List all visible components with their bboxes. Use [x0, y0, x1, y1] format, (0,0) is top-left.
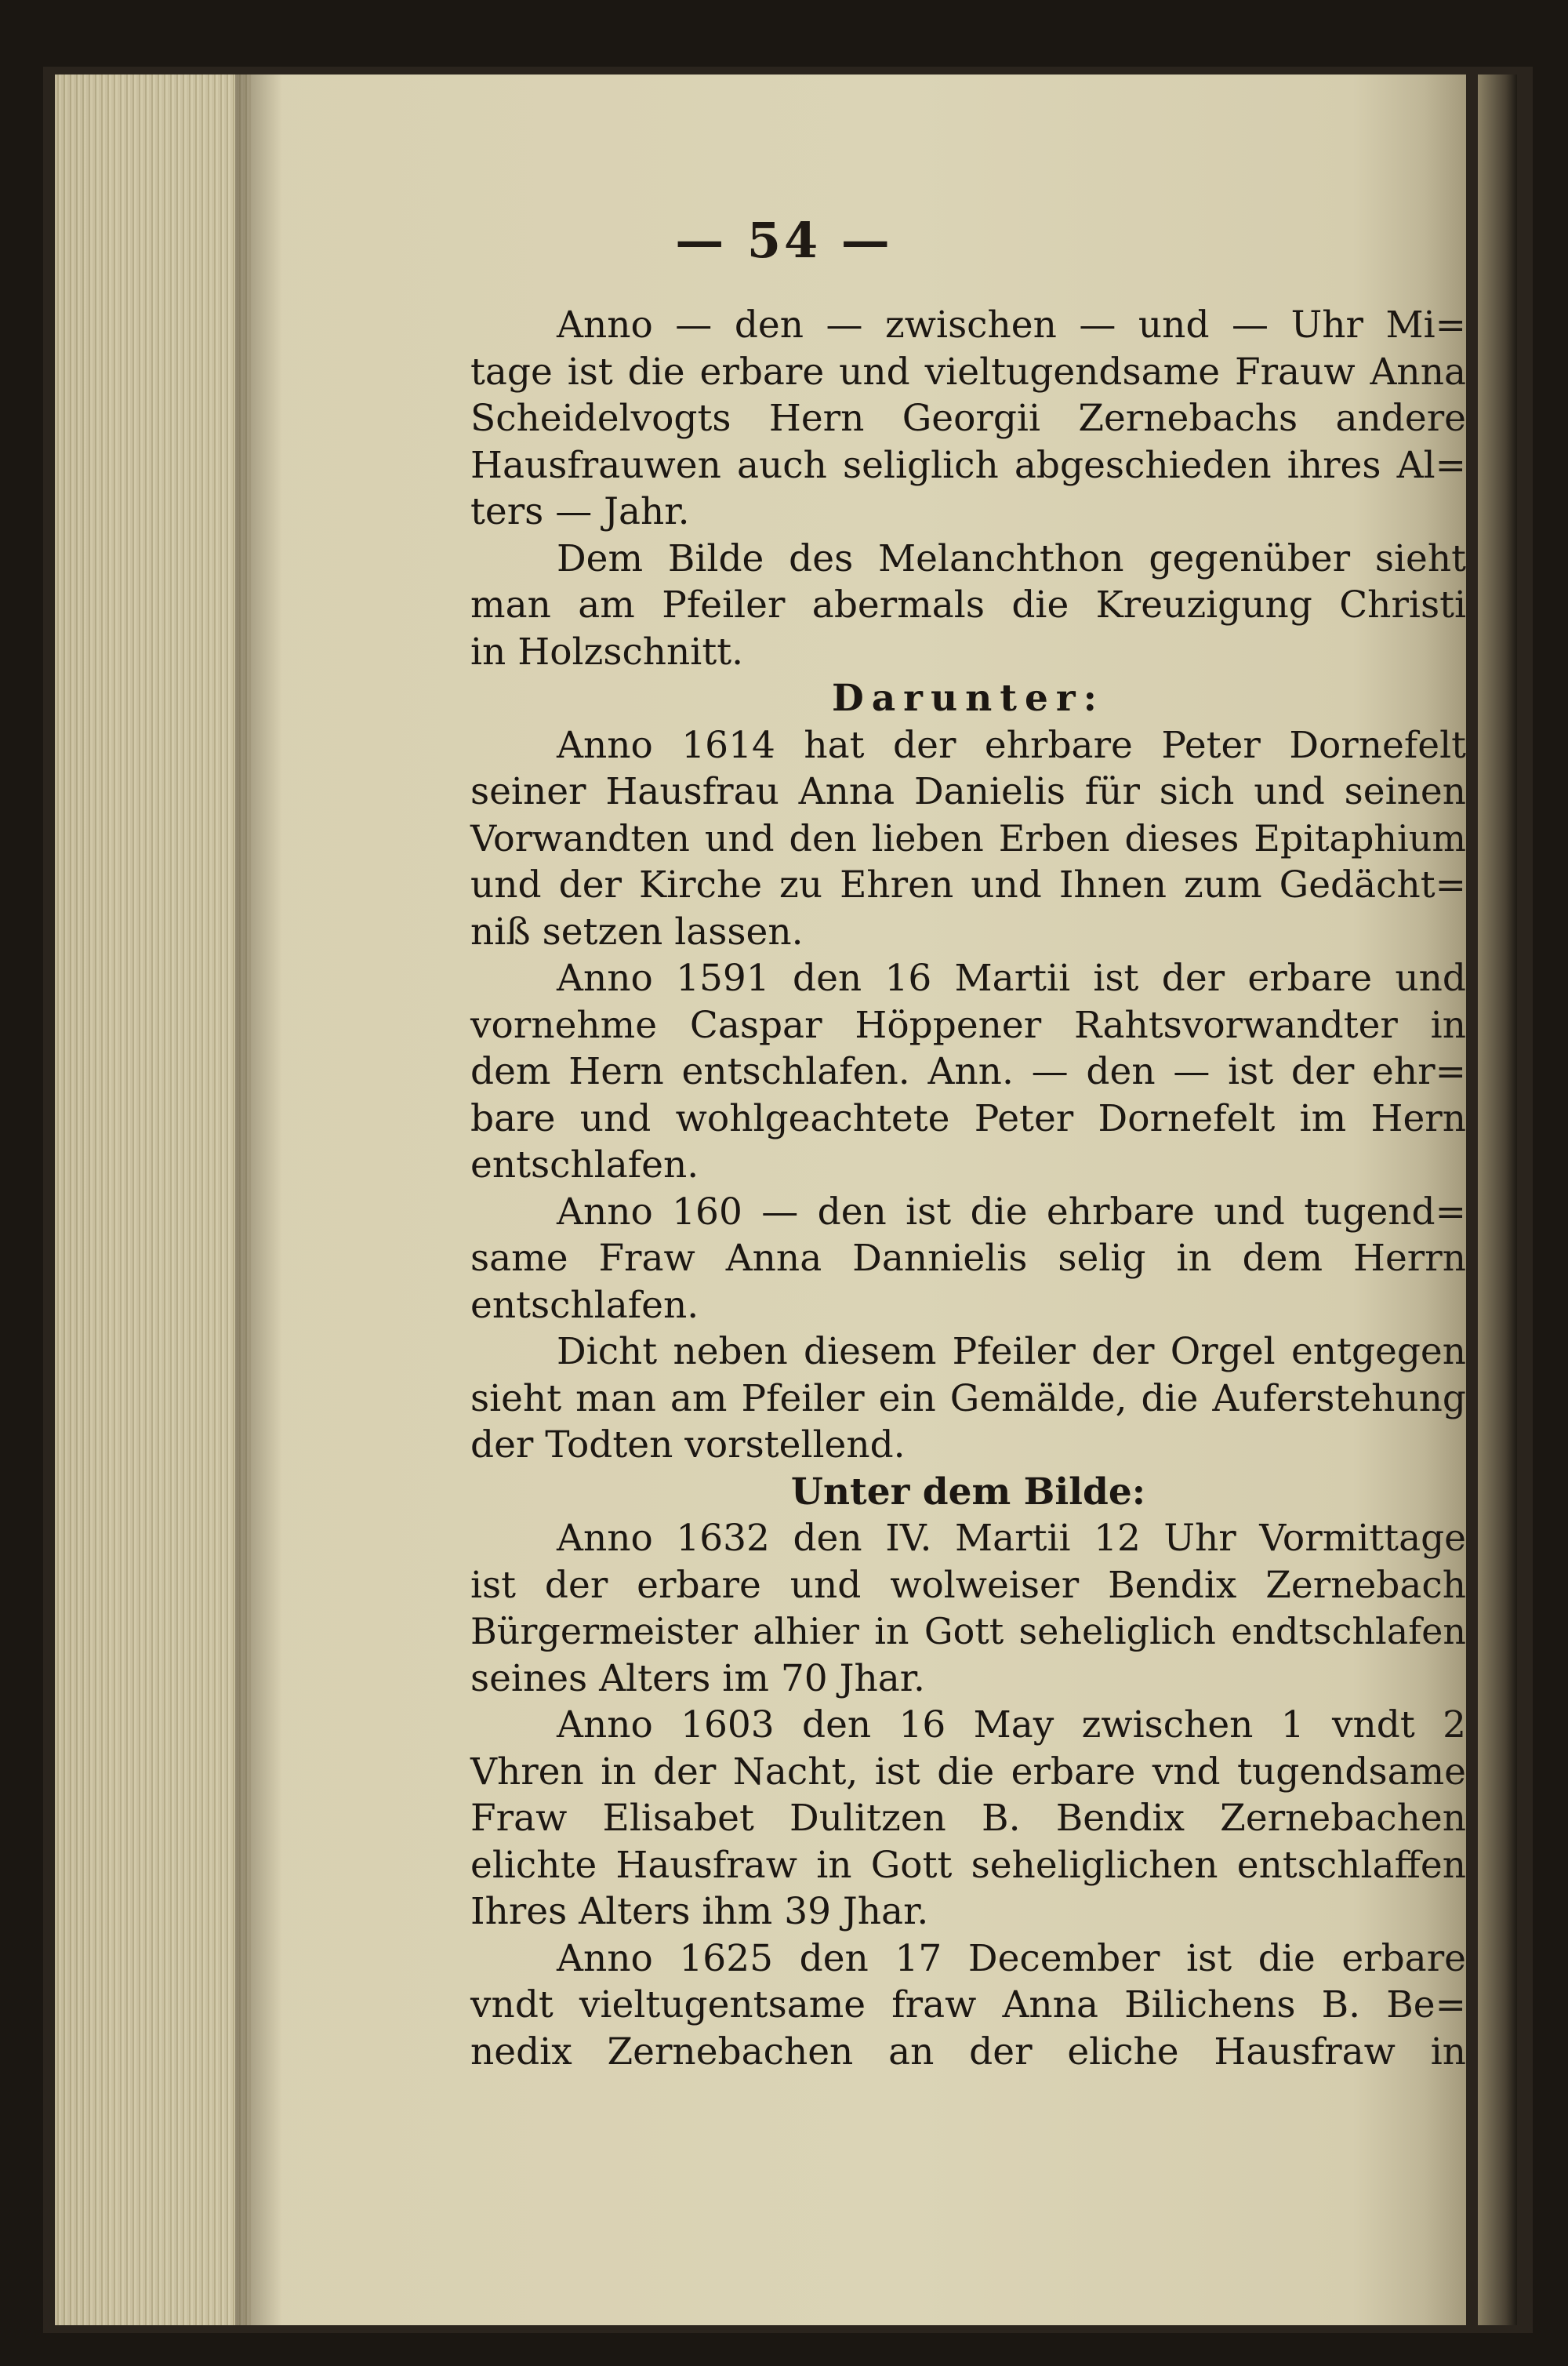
text-line: Ihres Alters ihm 39 Jhar.	[470, 1890, 929, 1933]
section-heading: Unter dem Bilde:	[790, 1470, 1146, 1514]
text-line: der Todten vorstellend.	[470, 1423, 906, 1466]
text-line: Anno 160 — den ist die ehrbare und tugend=	[557, 1190, 1466, 1234]
text-line: Vorwandten und den lieben Erben dieses Epitaphium	[470, 816, 1466, 860]
text-line: Vhren in der Nacht, ist die erbare vnd tugendsame	[470, 1750, 1466, 1794]
text-line: bare und wohlgeachtete Peter Dornefelt im Hern	[470, 1096, 1466, 1140]
text-line: Anno 1591 den 16 Martii ist der erbare und	[557, 957, 1466, 1000]
text-line: Anno 1625 den 17 December ist die erbare	[557, 1936, 1466, 1980]
text-line: Bürgermeister alhier in Gott seheliglich endtschlafen	[470, 1610, 1466, 1652]
text-line: sieht man am Pfeiler ein Gemälde, die Auferstehung	[470, 1376, 1466, 1420]
text-line: Anno 1603 den 16 May zwischen 1 vndt 2	[557, 1703, 1466, 1746]
text-line: Fraw Elisabet Dulitzen B. Bendix Zernebachen	[470, 1797, 1466, 1840]
text-line: same Fraw Anna Dannielis selig in dem Herrn	[470, 1237, 1466, 1280]
page-edge-shadow	[235, 75, 282, 2325]
text-line: ters — Jahr.	[470, 490, 690, 533]
text-line: Hausfrauwen auch seliglich abgeschieden ihres Al=	[470, 443, 1466, 487]
text-line: vornehme Caspar Höppener Rahtsvorwandter in	[470, 1003, 1466, 1047]
text-line: entschlafen.	[470, 1143, 699, 1187]
text-line: tage ist die erbare und vieltugendsame Frauw Anna	[470, 350, 1466, 394]
page-text	[470, 302, 1466, 2075]
page-edges	[55, 75, 251, 2325]
text-line: niß setzen lassen.	[470, 910, 804, 954]
text-line: Anno — den — zwischen — und — Uhr Mi=	[557, 303, 1466, 347]
section-heading: Darunter:	[831, 677, 1105, 720]
text-line: man am Pfeiler abermals die Kreuzigung Christi	[470, 583, 1466, 627]
text-line: entschlafen.	[470, 1283, 699, 1327]
book-gutter	[1478, 75, 1517, 2325]
text-line: nedix Zernebachen an der eliche Hausfraw in	[470, 2030, 1466, 2073]
text-line: dem Hern entschlafen. Ann. — den — ist der ehr=	[470, 1050, 1466, 1093]
text-line: und der Kirche zu Ehren und Ihnen zum Gedächt=	[470, 863, 1466, 907]
text-line: Scheidelvogts Hern Georgii Zernebachs andere	[470, 397, 1466, 440]
text-line: Anno 1632 den IV. Martii 12 Uhr Vormittage	[557, 1517, 1466, 1560]
text-line: seiner Hausfrau Anna Danielis für sich und seinen	[470, 770, 1466, 813]
text-line: vndt vieltugentsame fraw Anna Bilichens B. Be=	[470, 1983, 1466, 2026]
text-line: elichte Hausfraw in Gott seheliglichen entschlaffen	[470, 1843, 1466, 1887]
text-line: ist der erbare und wolweiser Bendix Zernebach	[470, 1563, 1466, 1607]
text-line: in Holzschnitt.	[470, 630, 744, 674]
text-line: Anno 1614 hat der ehrbare Peter Dornefelt	[557, 723, 1466, 767]
text-line: Dem Bilde des Melanchthon gegenüber sieht	[557, 536, 1466, 580]
text-line: Dicht neben diesem Pfeiler der Orgel entgegen	[557, 1330, 1466, 1373]
text-line: seines Alters im 70 Jhar.	[470, 1656, 925, 1700]
page-number: — 54 —	[675, 212, 893, 269]
